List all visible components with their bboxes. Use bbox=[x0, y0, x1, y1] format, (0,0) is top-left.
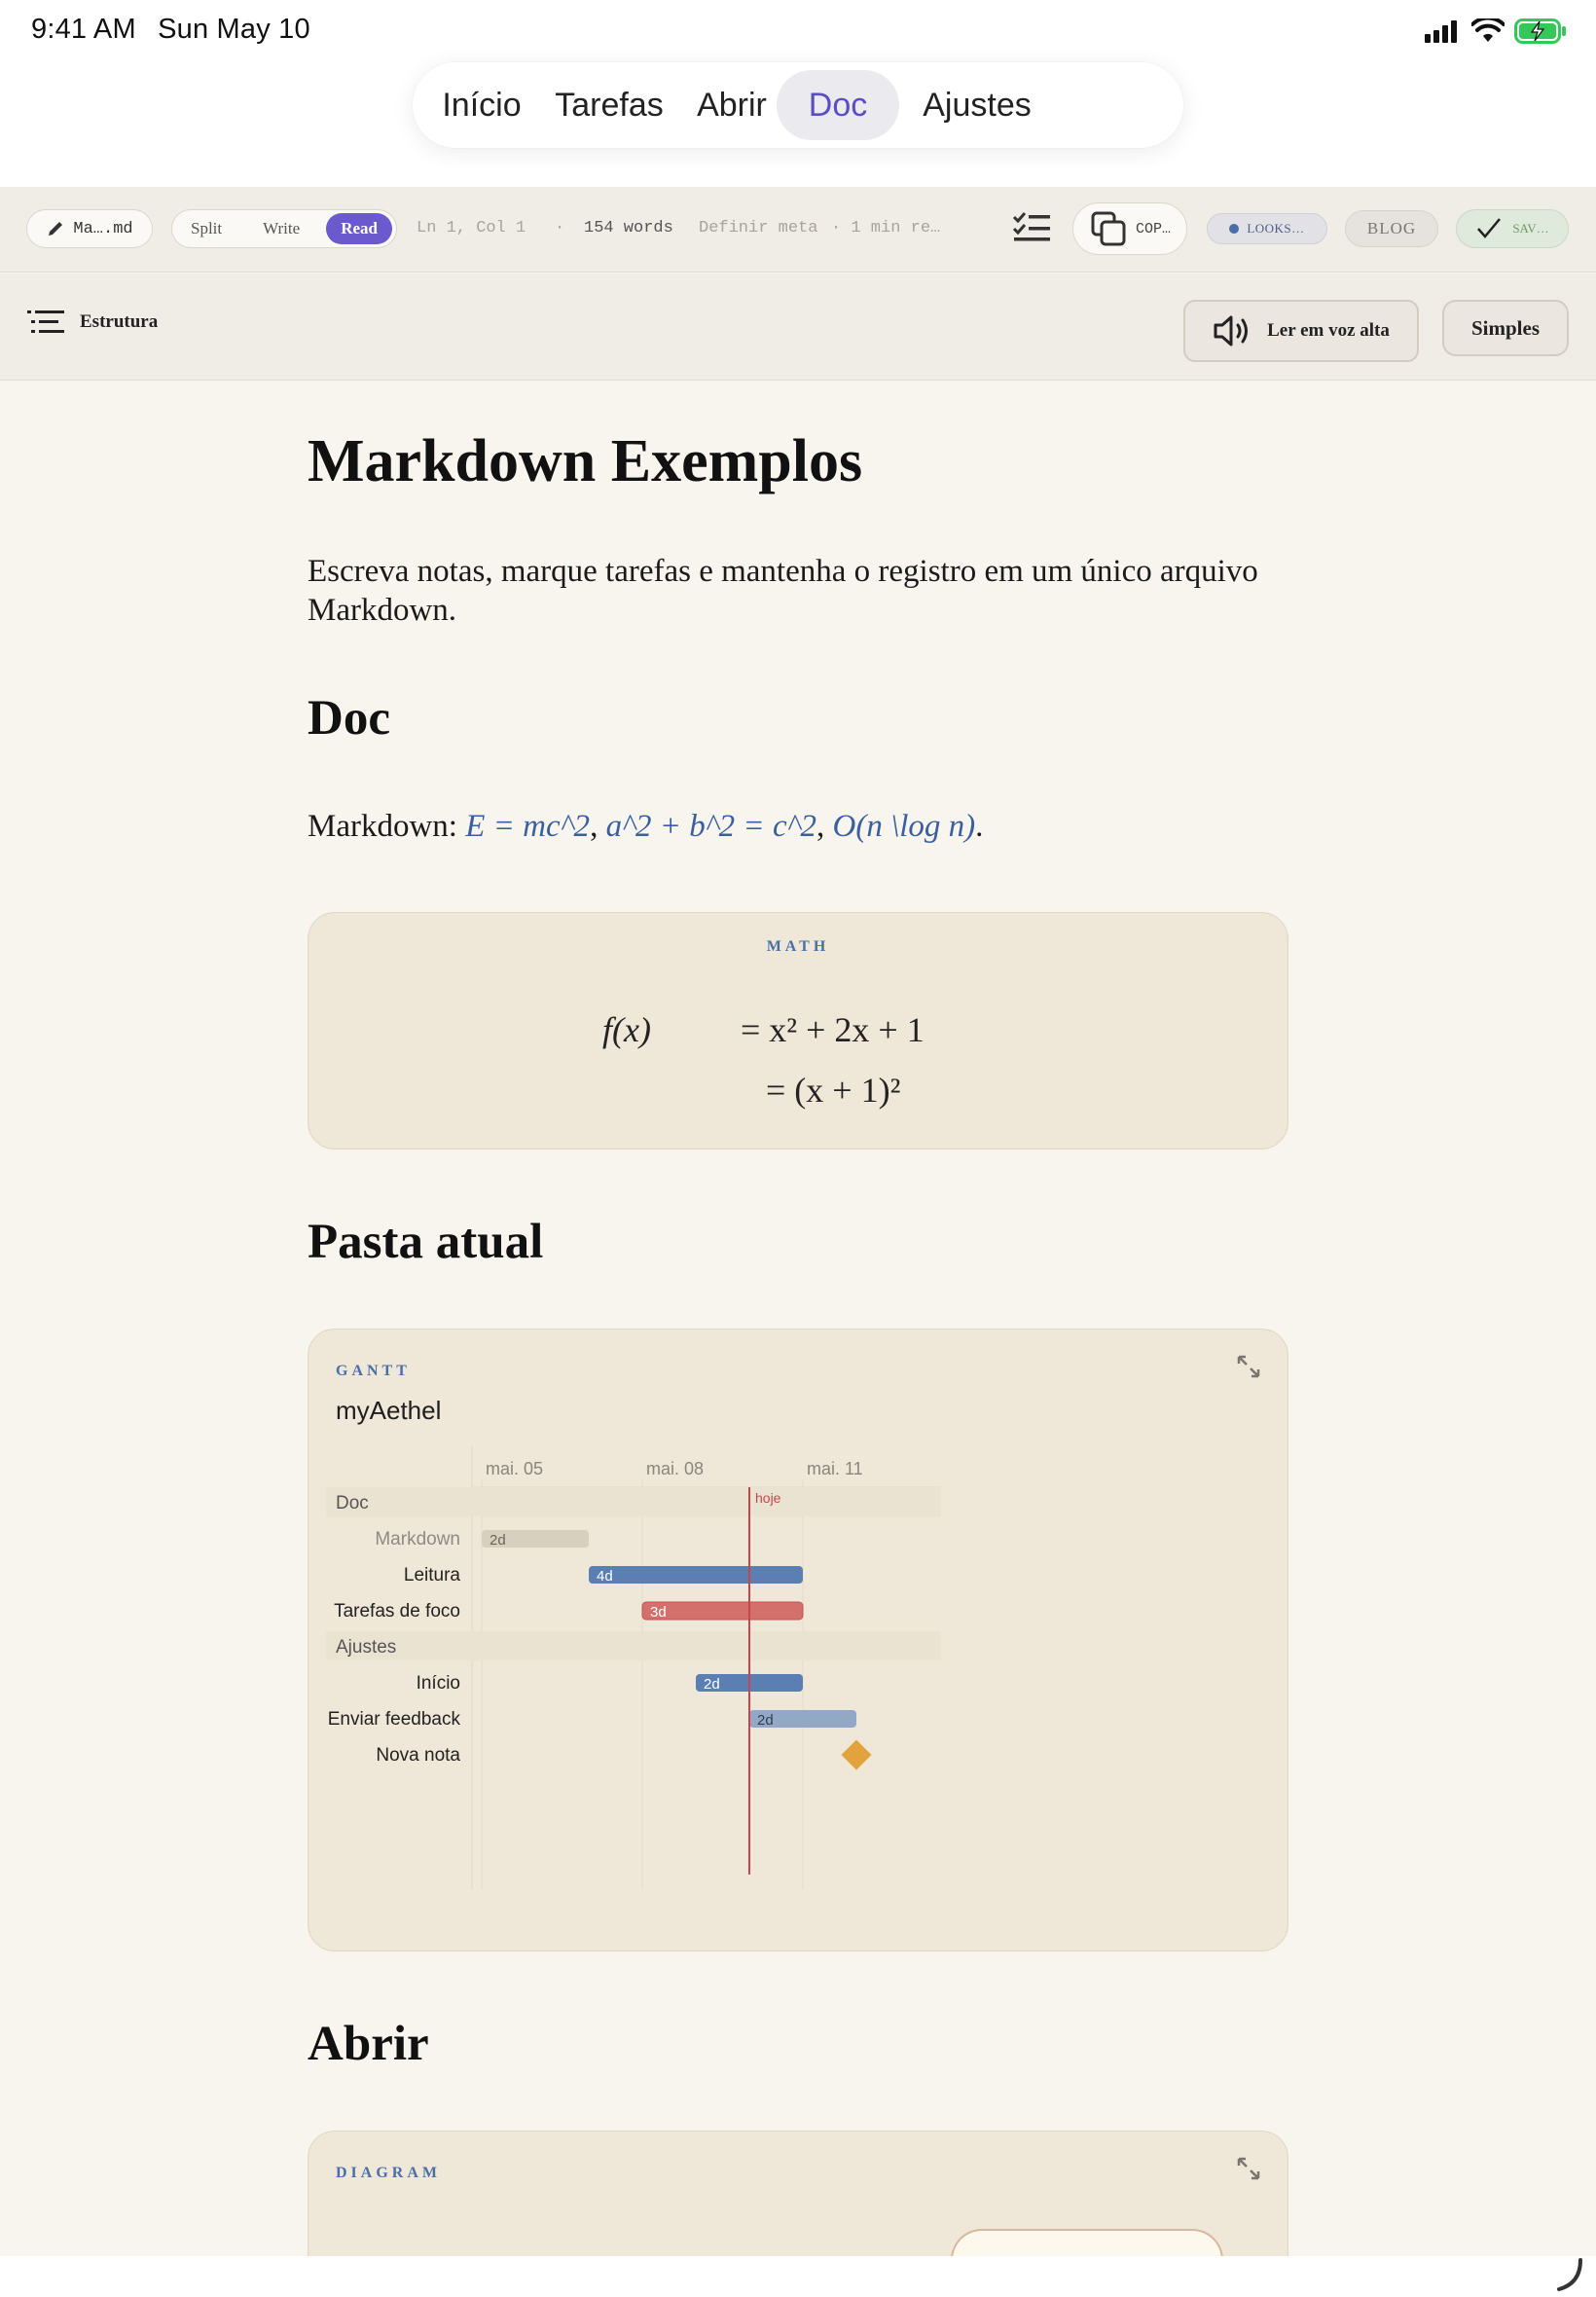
gantt-bar bbox=[589, 1566, 803, 1584]
file-name: Ma….md bbox=[73, 219, 133, 238]
formula-separator: , bbox=[816, 809, 833, 844]
status-bar bbox=[0, 0, 1596, 62]
status-icons bbox=[1425, 18, 1567, 45]
gantt-bar-label: 3d bbox=[650, 1604, 667, 1621]
document-title: Markdown Exemplos bbox=[308, 428, 863, 494]
gantt-title: myAethel bbox=[336, 1396, 442, 1425]
formula-end: . bbox=[975, 809, 984, 844]
gantt-block bbox=[308, 1329, 1288, 1951]
gantt-bar-label: 2d bbox=[757, 1712, 774, 1729]
looks-label: LOOKS… bbox=[1247, 221, 1305, 236]
tab-ajustes[interactable]: Ajustes bbox=[923, 87, 1032, 124]
mode-split-button[interactable]: Split bbox=[191, 219, 223, 237]
inline-math: O(n \log n) bbox=[832, 809, 976, 844]
inline-math: a^2 + b^2 = c^2 bbox=[605, 809, 817, 844]
cursor-position: Ln 1, Col 1 bbox=[417, 219, 526, 237]
bottom-strip bbox=[0, 2256, 1596, 2297]
view-mode-switcher bbox=[171, 209, 397, 248]
tab-bar bbox=[413, 62, 1183, 148]
gantt-section-label: Ajustes bbox=[336, 1637, 397, 1658]
math-equation bbox=[308, 981, 1289, 1137]
document-subbar bbox=[0, 273, 1596, 381]
gantt-tick-label: mai. 11 bbox=[807, 1459, 863, 1478]
read-aloud-label: Ler em voz alta bbox=[1267, 320, 1390, 341]
dot-icon bbox=[1229, 224, 1239, 234]
formula-separator: , bbox=[590, 809, 606, 844]
gantt-task-label: Leitura bbox=[403, 1565, 460, 1586]
outline-button[interactable] bbox=[27, 309, 158, 336]
copy-icon bbox=[1089, 209, 1128, 248]
gantt-bar-label: 4d bbox=[597, 1568, 613, 1585]
looks-chip[interactable] bbox=[1207, 213, 1327, 244]
blog-chip[interactable] bbox=[1345, 210, 1438, 247]
equation-line-2: = (x + 1)² bbox=[766, 1071, 901, 1110]
file-name-chip[interactable] bbox=[26, 209, 153, 248]
equation-line-1: = x² + 2x + 1 bbox=[741, 1010, 925, 1049]
clock: 9:41 AM bbox=[31, 14, 136, 45]
simple-label: Simples bbox=[1470, 315, 1540, 340]
gantt-task-label: Início bbox=[416, 1673, 460, 1694]
tab-inicio[interactable]: Início bbox=[442, 87, 522, 124]
gantt-bar-label: 2d bbox=[704, 1676, 720, 1693]
speaker-icon bbox=[1213, 314, 1253, 347]
gantt-task-label: Nova nota bbox=[376, 1745, 460, 1766]
checklist-icon[interactable] bbox=[1010, 206, 1053, 249]
gantt-tick-label: mai. 05 bbox=[486, 1459, 544, 1478]
read-time: · 1 min re… bbox=[831, 219, 941, 237]
gantt-task-label: Markdown bbox=[375, 1529, 460, 1550]
gantt-chart bbox=[308, 1446, 1289, 1933]
inline-formulas bbox=[308, 809, 983, 845]
tab-tarefas[interactable]: Tarefas bbox=[555, 87, 664, 124]
equation-lhs: f(x) bbox=[602, 1010, 651, 1049]
gantt-bar-label: 2d bbox=[490, 1532, 506, 1549]
top-nav-area bbox=[0, 62, 1596, 187]
gantt-task-label: Enviar feedback bbox=[327, 1709, 460, 1730]
word-count: 154 words bbox=[584, 219, 673, 237]
lead-paragraph: Escreva notas, marque tarefas e mantenha o registro em um único arquivo Markdown. bbox=[308, 554, 1258, 628]
gantt-tick-label: mai. 08 bbox=[646, 1459, 705, 1478]
date: Sun May 10 bbox=[158, 14, 310, 45]
status-time bbox=[31, 14, 310, 46]
gantt-section-band bbox=[326, 1631, 941, 1660]
set-goal-link[interactable]: Definir meta bbox=[699, 219, 818, 237]
expand-icon[interactable] bbox=[1235, 2155, 1262, 2182]
battery-charging-icon bbox=[1514, 18, 1567, 44]
gantt-block-label: GANTT bbox=[336, 1363, 411, 1379]
checkmark-icon bbox=[1475, 216, 1503, 241]
gantt-today-label: hoje bbox=[755, 1490, 781, 1506]
editor-toolbar bbox=[0, 187, 1596, 273]
gantt-section-band bbox=[326, 1487, 941, 1516]
math-block-label: MATH bbox=[766, 938, 830, 955]
formula-prefix: Markdown: bbox=[308, 809, 466, 844]
saved-label: SAV… bbox=[1512, 221, 1549, 236]
copy-label: COP… bbox=[1135, 220, 1171, 237]
expand-icon[interactable] bbox=[1235, 1353, 1262, 1380]
mode-read-button[interactable]: Read bbox=[326, 213, 392, 244]
heading-open: Abrir bbox=[308, 2017, 429, 2071]
outline-list-icon bbox=[27, 309, 64, 336]
mode-write-button[interactable]: Write bbox=[263, 219, 301, 237]
saved-status-chip[interactable] bbox=[1456, 209, 1569, 248]
heading-current-folder: Pasta atual bbox=[308, 1215, 544, 1269]
gantt-milestone bbox=[841, 1739, 871, 1769]
simple-mode-button[interactable] bbox=[1442, 300, 1569, 356]
heading-doc: Doc bbox=[308, 691, 390, 746]
gantt-bar bbox=[642, 1602, 803, 1620]
read-aloud-button[interactable] bbox=[1183, 300, 1419, 362]
pencil-icon bbox=[46, 219, 65, 238]
cellular-signal-icon bbox=[1425, 19, 1462, 43]
diagram-block-label: DIAGRAM bbox=[336, 2165, 441, 2181]
blog-label: BLOG bbox=[1366, 219, 1417, 237]
tab-doc[interactable]: Doc bbox=[777, 70, 899, 140]
gantt-task-label: Tarefas de foco bbox=[334, 1601, 460, 1622]
wifi-icon bbox=[1471, 18, 1505, 44]
resize-hook-icon bbox=[1555, 2258, 1584, 2291]
math-block bbox=[308, 912, 1288, 1149]
copy-button[interactable] bbox=[1072, 202, 1187, 255]
meta-separator: · bbox=[555, 219, 565, 237]
outline-label: Estrutura bbox=[80, 311, 159, 332]
gantt-section-label: Doc bbox=[336, 1493, 369, 1513]
tab-abrir[interactable]: Abrir bbox=[697, 87, 767, 124]
inline-math: E = mc^2 bbox=[465, 809, 591, 844]
